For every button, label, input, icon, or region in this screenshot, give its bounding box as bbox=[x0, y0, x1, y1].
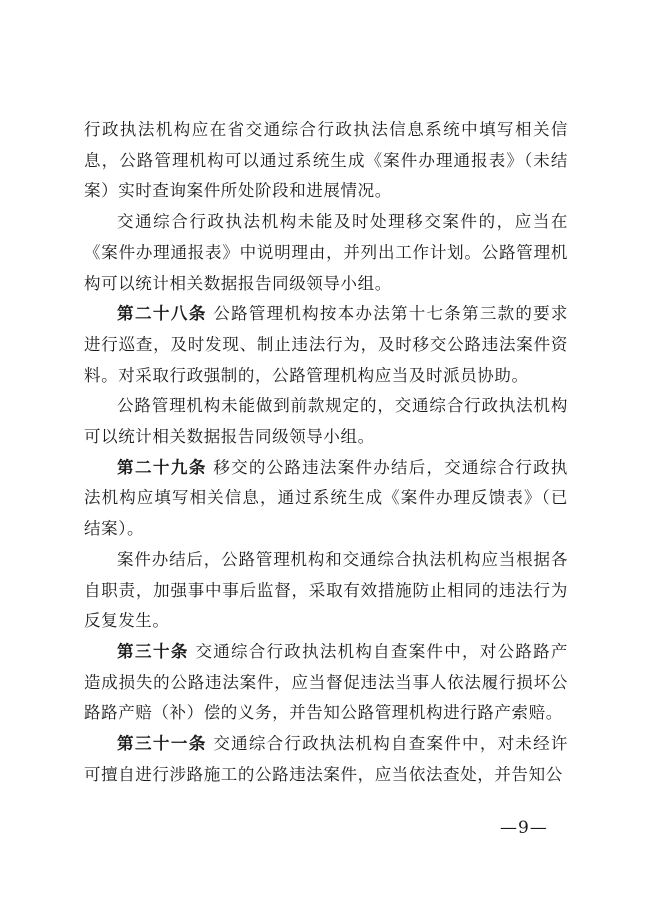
page-number: —9— bbox=[500, 818, 548, 838]
paragraph bbox=[84, 391, 568, 452]
paragraph-text: 案件办结后，公路管理机构和交通综合执法机构应当根据各自职责，加强事中事后监督，采取有效措施防止相同的违法行为反复发生。 bbox=[84, 549, 568, 631]
body-text bbox=[84, 115, 568, 790]
article-30-paragraph bbox=[84, 637, 568, 729]
paragraph-text: 交通综合行政执法机构自查案件中，对未经许可擅自进行涉路施工的公路违法案件，应当依法查处，并告知公 bbox=[84, 734, 568, 784]
paragraph bbox=[84, 207, 568, 299]
paragraph-text: 交通综合行政执法机构未能及时处理移交案件的，应当在《案件办理通报表》中说明理由，并列出工作计划。公路管理机构可以统计相关数据报告同级领导小组。 bbox=[84, 212, 568, 293]
paragraph bbox=[84, 545, 568, 637]
paragraph-continuation bbox=[84, 115, 568, 207]
paragraph-text: 公路管理机构未能做到前款规定的，交通综合行政执法机构可以统计相关数据报告同级领导小组。 bbox=[84, 396, 568, 447]
paragraph-text: 移交的公路违法案件办结后，交通综合行政执法机构应填写相关信息，通过系统生成《案件办理反馈表》（已结案）。 bbox=[84, 457, 568, 539]
paragraph-text: 交通综合行政执法机构自查案件中，对公路路产造成损失的公路违法案件，应当督促违法当事人依法履行损坏公路路产赔（补）偿的义务，并告知公路管理机构进行路产索赔。 bbox=[84, 641, 568, 723]
article-number: 第三十条 bbox=[117, 641, 189, 661]
article-29-paragraph bbox=[84, 453, 568, 545]
article-number: 第三十一条 bbox=[117, 734, 207, 754]
article-31-paragraph bbox=[84, 729, 568, 790]
article-number: 第二十九条 bbox=[117, 457, 207, 477]
paragraph-text: 行政执法机构应在省交通综合行政执法信息系统中填写相关信息，公路管理机构可以通过系统生成《案件办理通报表》（未结案）实时查询案件所处阶段和进展情况。 bbox=[84, 120, 568, 201]
article-28-paragraph bbox=[84, 299, 568, 391]
article-number: 第二十八条 bbox=[117, 304, 207, 324]
paragraph-text: 公路管理机构按本办法第十七条第三款的要求进行巡查，及时发现、制止违法行为，及时移交公路违法案件资料。对采取行政强制的，公路管理机构应当及时派员协助。 bbox=[84, 304, 568, 385]
